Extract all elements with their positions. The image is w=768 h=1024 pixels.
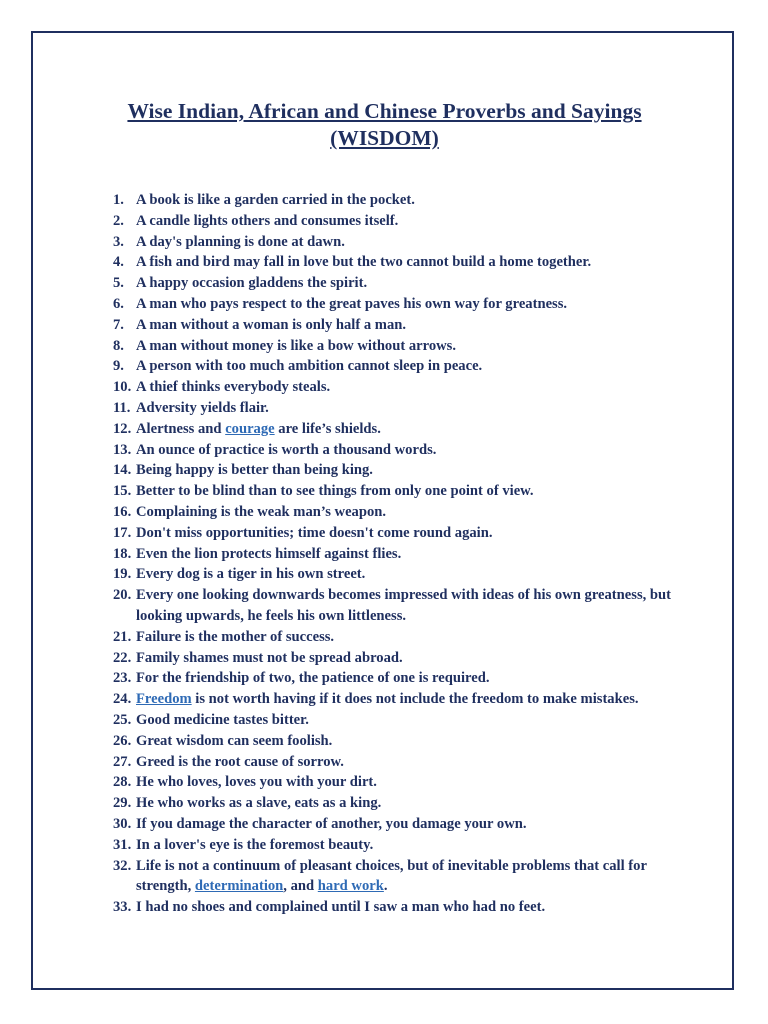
proverb-item — [113, 585, 693, 627]
proverb-item — [113, 419, 693, 440]
proverb-text: A fish and bird may fall in love but the two cannot build a home together. — [136, 254, 592, 271]
item-number: 4. — [113, 254, 124, 271]
item-number: 26. — [113, 732, 132, 749]
item-number: 19. — [113, 566, 132, 583]
item-number: 12. — [113, 420, 132, 437]
item-number: 18. — [113, 545, 132, 562]
proverb-text: Good medicine tastes bitter. — [136, 711, 309, 728]
proverb-text: A man without a woman is only half a man. — [136, 316, 407, 333]
item-number: 9. — [113, 358, 124, 375]
proverb-text: Greed is the root cause of sorrow. — [136, 753, 344, 770]
proverb-item — [113, 211, 693, 232]
item-number: 17. — [113, 524, 132, 541]
proverb-item — [113, 752, 693, 773]
proverb-text: Even the lion protects himself against flies. — [136, 545, 402, 562]
proverb-item — [113, 356, 693, 377]
title-line-2: (WISDOM) — [330, 126, 439, 150]
freedom-link[interactable]: Freedom — [136, 691, 192, 708]
item-number: 10. — [113, 379, 132, 396]
proverb-item — [113, 523, 693, 544]
courage-link[interactable]: courage — [225, 420, 275, 437]
proverb-item — [113, 315, 693, 336]
proverb-text: Great wisdom can seem foolish. — [136, 732, 333, 749]
item-number: 20. — [113, 587, 132, 604]
proverb-text: A day's planning is done at dawn. — [136, 233, 345, 250]
proverb-text: I had no shoes and complained until I saw a man who had no feet. — [136, 899, 546, 916]
proverb-item — [113, 627, 693, 648]
proverb-text: A happy occasion gladdens the spirit. — [136, 275, 368, 292]
proverb-text: Every one looking downwards becomes impressed with ideas of his own greatness, but looking upwards, he feels his own littleness. — [136, 587, 672, 624]
proverb-item — [113, 856, 693, 898]
item-number: 23. — [113, 670, 132, 687]
proverb-item — [113, 481, 693, 502]
proverb-text: Being happy is better than being king. — [136, 462, 373, 479]
item-number: 5. — [113, 275, 124, 292]
determination-link[interactable]: determination — [194, 878, 284, 895]
proverb-item — [113, 440, 693, 461]
proverb-item — [113, 273, 693, 294]
item-number: 21. — [113, 628, 132, 645]
item-number: 32. — [113, 857, 132, 874]
proverb-item — [113, 460, 693, 481]
hard-work-link[interactable]: hard work — [317, 878, 384, 895]
proverb-item — [113, 897, 693, 918]
proverb-text: For the friendship of two, the patience of one is required. — [136, 670, 490, 687]
proverb-text: In a lover's eye is the foremost beauty. — [136, 836, 374, 853]
proverb-text: Every dog is a tiger in his own street. — [136, 566, 366, 583]
proverb-item — [113, 814, 693, 835]
proverb-text: Better to be blind than to see things from only one point of view. — [136, 483, 534, 500]
proverb-text: He who works as a slave, eats as a king. — [136, 795, 382, 812]
proverb-item — [113, 793, 693, 814]
proverb-item — [113, 398, 693, 419]
proverb-item — [113, 689, 693, 710]
proverb-item — [113, 336, 693, 357]
proverb-text: A person with too much ambition cannot sleep in peace. — [136, 358, 483, 375]
proverb-text: He who loves, loves you with your dirt. — [136, 774, 377, 791]
item-number: 8. — [113, 337, 124, 354]
item-number: 14. — [113, 462, 132, 479]
proverb-item — [113, 731, 693, 752]
proverb-item — [113, 252, 693, 273]
proverb-list — [113, 190, 693, 918]
proverb-text: A thief thinks everybody steals. — [136, 379, 331, 396]
item-number: 25. — [113, 711, 132, 728]
proverb-text-pre: Alertness and — [136, 420, 226, 437]
proverb-item — [113, 710, 693, 731]
proverb-item — [113, 377, 693, 398]
item-number: 24. — [113, 691, 132, 708]
proverb-text: A man who pays respect to the great paves his own way for greatness. — [136, 295, 568, 312]
proverb-item — [113, 232, 693, 253]
item-number: 30. — [113, 815, 132, 832]
proverb-item — [113, 668, 693, 689]
proverb-text-post: . — [383, 878, 388, 895]
item-number: 28. — [113, 774, 132, 791]
item-number: 22. — [113, 649, 132, 666]
item-number: 6. — [113, 295, 124, 312]
proverb-item — [113, 544, 693, 565]
proverb-text-mid: , and — [283, 878, 318, 895]
proverb-item — [113, 772, 693, 793]
proverb-text: If you damage the character of another, you damage your own. — [136, 815, 527, 832]
proverb-item — [113, 190, 693, 211]
proverb-item — [113, 294, 693, 315]
proverb-item — [113, 564, 693, 585]
proverb-item — [113, 835, 693, 856]
title-line-1: Wise Indian, African and Chinese Proverbs and Sayings — [127, 99, 642, 123]
proverb-text-post: are life’s shields. — [274, 420, 381, 437]
item-number: 33. — [113, 899, 132, 916]
page-title — [33, 98, 736, 152]
proverb-text-pre: Life is not a continuum of pleasant choices, but of inevitable problems that call for strength, — [136, 857, 647, 895]
item-number: 15. — [113, 483, 132, 500]
document-page — [31, 31, 734, 990]
item-number: 7. — [113, 316, 124, 333]
item-number: 2. — [113, 212, 124, 229]
proverb-item — [113, 502, 693, 523]
item-number: 29. — [113, 795, 132, 812]
proverb-text: Complaining is the weak man’s weapon. — [136, 503, 387, 520]
proverb-text: Family shames must not be spread abroad. — [136, 649, 403, 666]
proverb-text-post: is not worth having if it does not include the freedom to make mistakes. — [191, 691, 639, 708]
proverb-text: An ounce of practice is worth a thousand words. — [136, 441, 437, 458]
proverb-text: A man without money is like a bow without arrows. — [136, 337, 457, 354]
item-number: 11. — [113, 399, 131, 416]
proverb-text: A candle lights others and consumes itself. — [136, 212, 399, 229]
item-number: 16. — [113, 503, 132, 520]
item-number: 27. — [113, 753, 132, 770]
proverb-text: Failure is the mother of success. — [136, 628, 335, 645]
item-number: 1. — [113, 192, 124, 208]
proverb-text: Adversity yields flair. — [136, 399, 269, 416]
item-number: 3. — [113, 233, 124, 250]
proverb-item — [113, 648, 693, 669]
item-number: 13. — [113, 441, 132, 458]
proverb-text: A book is like a garden carried in the pocket. — [136, 192, 415, 208]
item-number: 31. — [113, 836, 132, 853]
proverb-text: Don't miss opportunities; time doesn't come round again. — [136, 524, 493, 541]
